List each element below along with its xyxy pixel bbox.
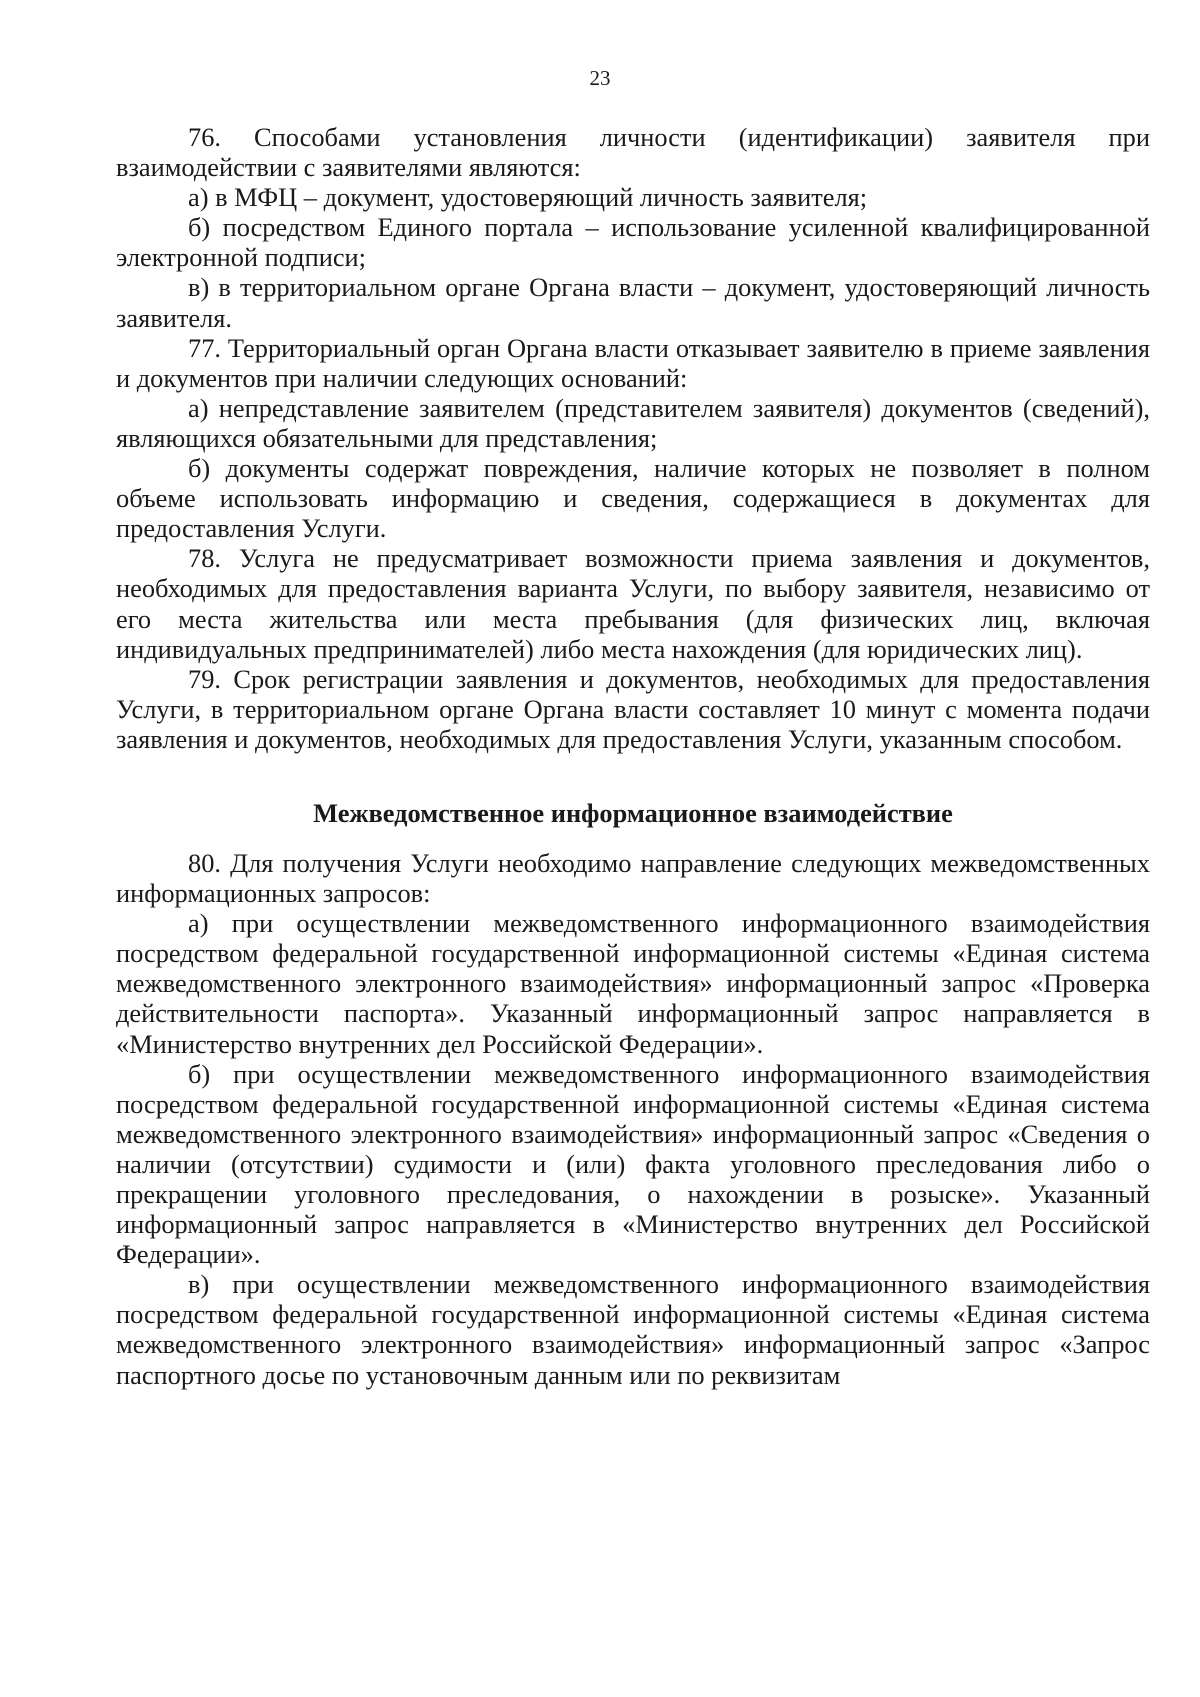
paragraph-76-a: а) в МФЦ – документ, удостоверяющий личность заявителя; [188, 182, 868, 213]
paragraph-80-a: а) при осуществлении межведомственного информационного взаимодействия посредством федеральной государственной информационной системы «Единая система межведомственного электронного взаимодействия» информационный запрос «Проверка действительности паспорта». Указанный информационный запрос направляется в «Министерство внутренних дел Российской Федерации». [116, 908, 1150, 1059]
paragraph-78: 78. Услуга не предусматривает возможности приема заявления и документов, необходимых для предоставления варианта Услуги, по выбору заявителя, независимо от его места жительства или места пребывания (для физических лиц, включая индивидуальных предпринимателей) либо места нахождения (для юридических лиц). [116, 543, 1150, 664]
paragraph-77-b: б) документы содержат повреждения, наличие которых не позволяет в полном объеме использовать информацию и сведения, содержащиеся в документах для предоставления Услуги. [116, 453, 1150, 544]
paragraph-76-v: в) в территориальном органе Органа власти – документ, удостоверяющий личность заявителя. [116, 272, 1150, 333]
paragraph-76: 76. Способами установления личности (идентификации) заявителя при взаимодействии с заявителями являются: [116, 122, 1150, 183]
section-heading: Межведомственное информационное взаимодействие [313, 797, 953, 828]
paragraph-77-a: а) непредставление заявителем (представителем заявителя) документов (сведений), являющихся обязательными для представления; [116, 392, 1150, 453]
paragraph-76-b: б) посредством Единого портала – использование усиленной квалифицированной электронной подписи; [116, 212, 1150, 273]
paragraph-80-b: б) при осуществлении межведомственного информационного взаимодействия посредством федеральной государственной информационной системы «Единая система межведомственного электронного взаимодействия» информационный запрос «Сведения о наличии (отсутствии) судимости и (или) факта уголовного преследования либо о прекращении уголовного преследования, о нахождении в розыске». Указанный информационный запрос направляется в «Министерство внутренних дел Российской Федерации». [116, 1058, 1150, 1270]
paragraph-77: 77. Территориальный орган Органа власти отказывает заявителю в приеме заявления и документов при наличии следующих оснований: [116, 332, 1150, 393]
paragraph-79: 79. Срок регистрации заявления и документов, необходимых для предоставления Услуги, в территориальном органе Органа власти составляет 10 минут с момента подачи заявления и документов, необходимых для предоставления Услуги, указанным способом. [116, 663, 1150, 754]
page-number: 23 [589, 66, 611, 90]
paragraph-80-v: в) при осуществлении межведомственного информационного взаимодействия посредством федеральной государственной информационной системы «Единая система межведомственного электронного взаимодействия» информационный запрос «Запрос паспортного досье по установочным данным или по реквизитам [116, 1269, 1150, 1390]
paragraph-80: 80. Для получения Услуги необходимо направление следующих межведомственных информационных запросов: [116, 847, 1150, 909]
document-body [116, 122, 1150, 1390]
